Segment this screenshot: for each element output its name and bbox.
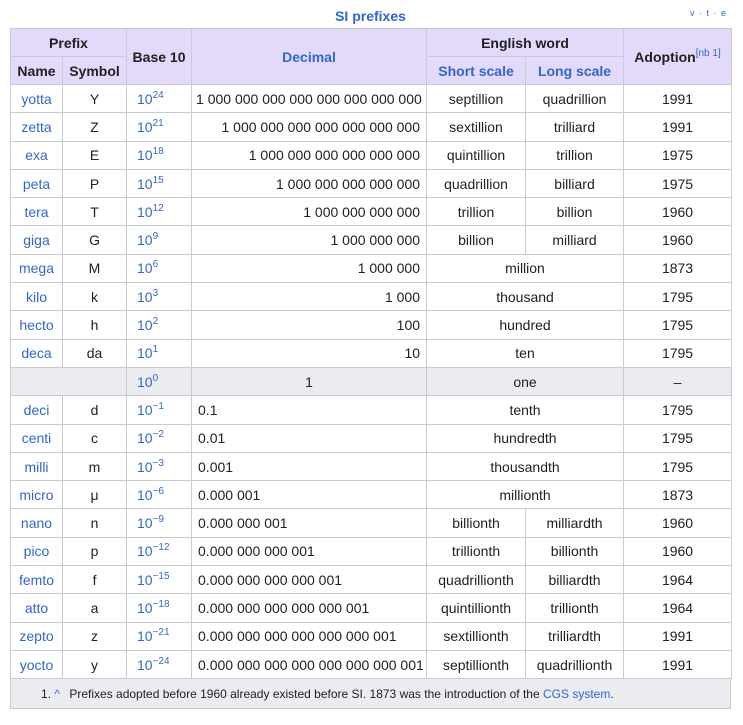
header-name: Name (11, 57, 63, 85)
decimal-value: 0.001 (192, 452, 427, 480)
adoption-year: 1795 (624, 396, 732, 424)
prefix-name-link[interactable]: yotta (11, 85, 63, 113)
header-adoption (624, 29, 732, 85)
header-long-scale[interactable]: Long scale (526, 57, 624, 85)
prefix-symbol: m (63, 452, 127, 480)
prefix-name-link[interactable]: peta (11, 169, 63, 197)
english-word: ten (427, 339, 624, 367)
table-row (11, 283, 732, 311)
edit-link[interactable]: e (720, 8, 727, 18)
decimal-value: 0.000 000 000 000 000 001 (192, 594, 427, 622)
adoption-year: 1991 (624, 650, 732, 678)
base-number: 10 (137, 118, 153, 135)
base-number: 10 (137, 599, 153, 616)
base10-link[interactable] (127, 424, 192, 452)
exponent: 15 (152, 174, 164, 186)
prefix-symbol: Z (63, 113, 127, 141)
base10-link[interactable] (127, 481, 192, 509)
header-base10: Base 10 (127, 29, 192, 85)
header-symbol: Symbol (63, 57, 127, 85)
base-number: 10 (137, 232, 153, 249)
adoption-year: 1975 (624, 169, 732, 197)
exponent: −2 (152, 429, 164, 441)
short-scale-word: quintillionth (427, 594, 526, 622)
short-scale-word: quintillion (427, 141, 526, 169)
base10-link[interactable] (127, 169, 192, 197)
base10-link[interactable] (127, 198, 192, 226)
adoption-year: 1991 (624, 622, 732, 650)
base10-link[interactable] (127, 85, 192, 113)
prefix-name-link[interactable]: pico (11, 537, 63, 565)
base-number: 10 (137, 515, 153, 532)
prefix-symbol: z (63, 622, 127, 650)
exponent: −15 (152, 570, 170, 582)
prefix-symbol: n (63, 509, 127, 537)
si-prefixes-navbox (10, 4, 731, 709)
adoption-year: – (624, 367, 732, 395)
table-row (11, 113, 732, 141)
decimal-value: 1 000 000 000 (192, 226, 427, 254)
base10-link[interactable] (127, 113, 192, 141)
long-scale-word: milliard (526, 226, 624, 254)
adoption-year: 1964 (624, 594, 732, 622)
base-number: 10 (137, 401, 153, 418)
exponent: 2 (152, 316, 159, 328)
short-scale-word: quadrillion (427, 169, 526, 197)
decimal-value: 0.000 000 000 001 (192, 537, 427, 565)
english-word: thousand (427, 283, 624, 311)
exponent: 18 (152, 146, 164, 158)
prefix-symbol: f (63, 566, 127, 594)
base-number: 10 (137, 486, 153, 503)
vte-links: v · t · e (689, 8, 727, 18)
prefix-symbol: p (63, 537, 127, 565)
long-scale-word: billiardth (526, 566, 624, 594)
table-row (11, 169, 732, 197)
prefix-symbol: G (63, 226, 127, 254)
prefix-symbol: d (63, 396, 127, 424)
decimal-value: 0.01 (192, 424, 427, 452)
table-row (11, 594, 732, 622)
adoption-year: 1960 (624, 509, 732, 537)
table-row (11, 396, 732, 424)
prefix-symbol: P (63, 169, 127, 197)
note-end: . (610, 687, 614, 702)
decimal-value: 0.000 000 000 000 000 000 001 (192, 622, 427, 650)
note-backlink[interactable]: ^ (54, 687, 60, 702)
exponent: 24 (152, 89, 164, 101)
base10-link[interactable] (127, 254, 192, 282)
short-scale-word: billionth (427, 509, 526, 537)
base10-link[interactable] (127, 396, 192, 424)
base-number: 10 (137, 571, 153, 588)
decimal-value: 1 000 000 (192, 254, 427, 282)
base10-link[interactable] (127, 622, 192, 650)
table-row (11, 198, 732, 226)
exponent: 1 (152, 344, 159, 356)
prefix-name-link[interactable]: exa (11, 141, 63, 169)
base-number: 10 (137, 175, 153, 192)
table-row (11, 452, 732, 480)
table-row (11, 481, 732, 509)
prefix-symbol: c (63, 424, 127, 452)
exponent: 6 (152, 259, 159, 271)
base10-link[interactable] (127, 594, 192, 622)
table-row (11, 424, 732, 452)
short-scale-word: sextillionth (427, 622, 526, 650)
long-scale-word: quadrillionth (526, 650, 624, 678)
adoption-year: 1795 (624, 452, 732, 480)
decimal-value: 1 000 (192, 283, 427, 311)
english-word: thousandth (427, 452, 624, 480)
title-row (10, 4, 731, 28)
short-scale-word: quadrillionth (427, 566, 526, 594)
short-scale-word: septillionth (427, 650, 526, 678)
base10-link[interactable] (127, 339, 192, 367)
decimal-value: 1 000 000 000 000 000 (192, 169, 427, 197)
empty-prefix-cell (11, 367, 127, 395)
short-scale-word: trillionth (427, 537, 526, 565)
base-number: 10 (137, 458, 153, 475)
table-row (11, 367, 732, 395)
prefix-symbol: da (63, 339, 127, 367)
prefix-name-link[interactable]: centi (11, 424, 63, 452)
exponent: −1 (152, 400, 164, 412)
decimal-value: 1 000 000 000 000 (192, 198, 427, 226)
exponent: 3 (152, 287, 159, 299)
english-word: tenth (427, 396, 624, 424)
adoption-year: 1991 (624, 85, 732, 113)
prefix-name-link[interactable]: atto (11, 594, 63, 622)
prefix-name-link[interactable]: mega (11, 254, 63, 282)
base-number: 10 (137, 543, 153, 560)
base-number: 10 (137, 628, 153, 645)
prefix-name-link[interactable]: femto (11, 566, 63, 594)
long-scale-word: trilliardth (526, 622, 624, 650)
table-row (11, 141, 732, 169)
english-word: one (427, 367, 624, 395)
adoption-year: 1964 (624, 566, 732, 594)
base10-link[interactable] (127, 650, 192, 678)
view-link[interactable]: v (689, 8, 696, 18)
decimal-value: 1 (192, 367, 427, 395)
decimal-value: 0.000 000 000 000 000 000 000 001 (192, 650, 427, 678)
prefix-name-link[interactable]: deca (11, 339, 63, 367)
base-number: 10 (137, 656, 153, 673)
note-number: 1. (41, 687, 52, 702)
adoption-year: 1960 (624, 537, 732, 565)
base10-link[interactable] (127, 537, 192, 565)
prefix-name-link[interactable]: tera (11, 198, 63, 226)
base10-link[interactable] (127, 141, 192, 169)
english-word: hundredth (427, 424, 624, 452)
prefix-name-link[interactable]: kilo (11, 283, 63, 311)
long-scale-word: billionth (526, 537, 624, 565)
base-number: 10 (137, 288, 153, 305)
exponent: 9 (152, 231, 159, 243)
prefix-name-link[interactable]: milli (11, 452, 63, 480)
long-scale-word: quadrillion (526, 85, 624, 113)
adoption-year: 1975 (624, 141, 732, 169)
prefix-name-link[interactable]: giga (11, 226, 63, 254)
prefix-name-link[interactable]: yocto (11, 650, 63, 678)
prefix-name-link[interactable]: zetta (11, 113, 63, 141)
footnotes (10, 679, 731, 709)
prefix-symbol: k (63, 283, 127, 311)
english-word: million (427, 254, 624, 282)
exponent: −18 (152, 598, 170, 610)
base-number: 10 (137, 345, 153, 362)
adoption-year: 1991 (624, 113, 732, 141)
prefix-name-link[interactable]: nano (11, 509, 63, 537)
prefix-symbol: y (63, 650, 127, 678)
exponent: −6 (152, 485, 164, 497)
base-number: 10 (137, 260, 153, 277)
base-number: 10 (137, 147, 153, 164)
base-number: 10 (137, 373, 153, 390)
table-body (11, 85, 732, 679)
header-prefix: Prefix (11, 29, 127, 57)
adoption-year: 1795 (624, 311, 732, 339)
adoption-footnote-link[interactable]: [nb 1] (695, 47, 721, 59)
exponent: 12 (152, 202, 164, 214)
prefix-name-link[interactable]: deci (11, 396, 63, 424)
base10-link[interactable] (127, 509, 192, 537)
exponent: −12 (152, 542, 170, 554)
header-short-scale[interactable]: Short scale (427, 57, 526, 85)
base-number: 10 (137, 317, 153, 334)
adoption-year: 1960 (624, 226, 732, 254)
base10-link[interactable] (127, 367, 192, 395)
talk-link[interactable]: t (706, 8, 710, 18)
base-number: 10 (137, 430, 153, 447)
cgs-system-link[interactable]: CGS system (543, 687, 611, 702)
note-text: Prefixes adopted before 1960 already existed before SI. 1873 was the introduction of the (69, 687, 540, 702)
table-row (11, 339, 732, 367)
base-number: 10 (137, 90, 153, 107)
exponent: 21 (152, 117, 164, 129)
decimal-value: 100 (192, 311, 427, 339)
exponent: −24 (152, 655, 170, 667)
decimal-value: 0.000 000 000 000 001 (192, 566, 427, 594)
base10-link[interactable] (127, 283, 192, 311)
prefix-symbol: E (63, 141, 127, 169)
adoption-year: 1960 (624, 198, 732, 226)
header-decimal[interactable]: Decimal (192, 29, 427, 85)
prefix-name-link[interactable]: zepto (11, 622, 63, 650)
table-row (11, 85, 732, 113)
base10-link[interactable] (127, 452, 192, 480)
exponent: −3 (152, 457, 164, 469)
exponent: −21 (152, 627, 170, 639)
header-english-word: English word (427, 29, 624, 57)
prefix-symbol: M (63, 254, 127, 282)
prefix-symbol: a (63, 594, 127, 622)
prefix-symbol: μ (63, 481, 127, 509)
decimal-value: 10 (192, 339, 427, 367)
exponent: 0 (152, 372, 159, 384)
prefix-symbol: T (63, 198, 127, 226)
short-scale-word: septillion (427, 85, 526, 113)
long-scale-word: trillion (526, 141, 624, 169)
long-scale-word: billiard (526, 169, 624, 197)
si-prefixes-table (10, 28, 732, 679)
adoption-label: Adoption (634, 48, 696, 65)
adoption-year: 1873 (624, 481, 732, 509)
long-scale-word: milliardth (526, 509, 624, 537)
table-row (11, 254, 732, 282)
decimal-value: 0.1 (192, 396, 427, 424)
short-scale-word: billion (427, 226, 526, 254)
adoption-year: 1873 (624, 254, 732, 282)
long-scale-word: trillionth (526, 594, 624, 622)
exponent: −9 (152, 514, 164, 526)
table-row (11, 226, 732, 254)
english-word: millionth (427, 481, 624, 509)
prefix-name-link[interactable]: hecto (11, 311, 63, 339)
table-row (11, 650, 732, 678)
table-row (11, 622, 732, 650)
prefix-symbol: h (63, 311, 127, 339)
adoption-year: 1795 (624, 283, 732, 311)
prefix-symbol: Y (63, 85, 127, 113)
page-title[interactable]: SI prefixes (335, 8, 406, 24)
table-row (11, 509, 732, 537)
english-word: hundred (427, 311, 624, 339)
prefix-name-link[interactable]: micro (11, 481, 63, 509)
base10-link[interactable] (127, 311, 192, 339)
long-scale-word: trilliard (526, 113, 624, 141)
decimal-value: 0.000 001 (192, 481, 427, 509)
table-row (11, 566, 732, 594)
decimal-value: 1 000 000 000 000 000 000 000 (192, 113, 427, 141)
decimal-value: 0.000 000 001 (192, 509, 427, 537)
short-scale-word: trillion (427, 198, 526, 226)
base-number: 10 (137, 203, 153, 220)
base10-link[interactable] (127, 226, 192, 254)
base10-link[interactable] (127, 566, 192, 594)
table-row (11, 537, 732, 565)
adoption-year: 1795 (624, 339, 732, 367)
decimal-value: 1 000 000 000 000 000 000 (192, 141, 427, 169)
table-row (11, 311, 732, 339)
long-scale-word: billion (526, 198, 624, 226)
short-scale-word: sextillion (427, 113, 526, 141)
adoption-year: 1795 (624, 424, 732, 452)
decimal-value: 1 000 000 000 000 000 000 000 000 (192, 85, 427, 113)
